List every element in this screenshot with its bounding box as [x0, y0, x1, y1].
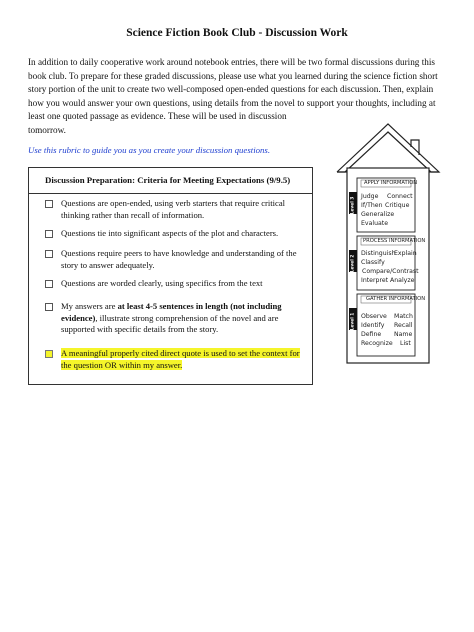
checkbox[interactable] [45, 250, 53, 258]
verb: Distinguish [361, 250, 396, 257]
criterion-item [43, 301, 309, 336]
criterion-item [43, 198, 309, 221]
verb: Observe [361, 313, 387, 320]
checkbox[interactable] [45, 350, 53, 358]
criterion-text: Questions are open-ended, using verb starters that require critical thinking rather than recall of information. [61, 198, 286, 220]
intro-body: In addition to daily cooperative work around notebook entries, there will be two formal discussions during this book club. To prepare for these graded discussions, please use what you learned during the science fiction short story portion of the unit to create two well-composed open-ended questions for each discussion. Then, explain how you would answer your own questions, using details from the novel to support your thoughts, including at least one quoted passage as evidence. These will be used in discussion [28, 57, 438, 122]
verb: Explain [394, 250, 417, 257]
verb: Recognize [361, 340, 393, 347]
criterion-text: My answers are at least 4-5 sentences in length (not including evidence), illustrate strong comprehension of the novel and are supported with specific details from the story. [61, 301, 282, 334]
verb: List [400, 340, 411, 347]
verb: Analyze [390, 277, 415, 284]
checkbox[interactable] [45, 230, 53, 238]
criterion-text: Questions require peers to have knowledge and understanding of the story to answer adequately. [61, 248, 297, 270]
verb: Compare/Contrast [362, 268, 419, 275]
verb: Identify [361, 322, 385, 329]
verb: Classify [361, 259, 385, 266]
verb: Define [361, 331, 382, 338]
verb: Evaluate [361, 220, 389, 227]
level-2-header: PROCESS INFORMATION [363, 238, 426, 244]
verb: Connect [387, 193, 413, 200]
criterion-text: Questions are worded clearly, using specifics from the text [61, 278, 263, 288]
criterion-text: A meaningful properly cited direct quote is used to set the context for the question OR within my answer. [61, 348, 300, 370]
criterion-item [43, 248, 309, 271]
criterion-item [43, 278, 309, 290]
verb: Generalize [361, 211, 395, 218]
level-3-tab-label: Level 3 [349, 192, 357, 214]
verb: Name [394, 331, 413, 338]
level-2-tab-label: Level 2 [349, 250, 357, 272]
criterion-item-highlighted [43, 348, 309, 371]
criterion-text: Questions tie into significant aspects of the plot and characters. [61, 228, 279, 238]
verb: Recall [394, 322, 413, 329]
level-3-header: APPLY INFORMATION [364, 180, 418, 186]
verb: Critique [385, 202, 410, 209]
page-title: Science Fiction Book Club - Discussion Work [126, 27, 348, 39]
rubric-box [28, 167, 313, 385]
criterion-item [43, 228, 309, 240]
checkbox[interactable] [45, 280, 53, 288]
level-1-header: GATHER INFORMATION [366, 296, 426, 302]
checkbox[interactable] [45, 200, 53, 208]
level-1-tab-label: Level 1 [349, 308, 357, 330]
verb: Match [394, 313, 413, 320]
verb: Interpret [361, 277, 389, 284]
rubric-guide-note: Use this rubric to guide you as you create your discussion questions. [28, 145, 271, 155]
verb: Judge [361, 193, 379, 200]
verb: If/Then [361, 202, 383, 209]
intro-tail: tomorrow. [28, 124, 66, 135]
house-roof [337, 124, 439, 172]
rubric-heading: Discussion Preparation: Criteria for Meeting Expectations (9/9.5) [29, 168, 312, 194]
checkbox[interactable] [45, 303, 53, 311]
